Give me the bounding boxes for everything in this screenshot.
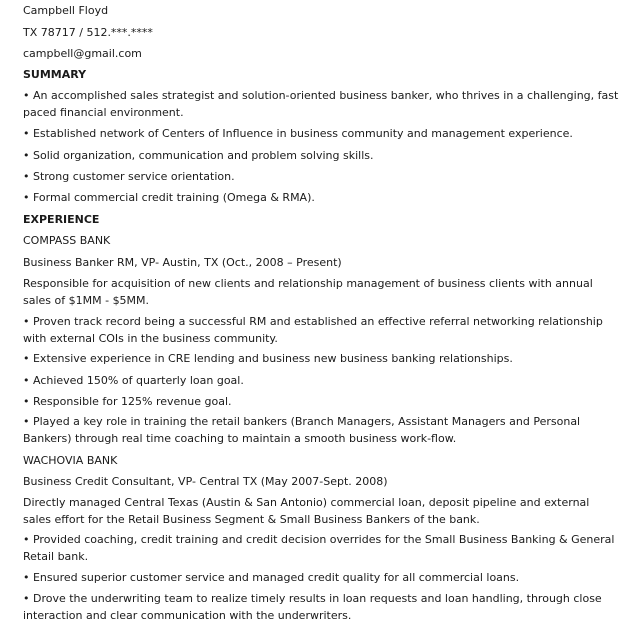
job-detail-line: Directly managed Central Texas (Austin & San Antonio) commercial loan, deposit pipeline and external xyxy=(23,496,590,509)
summary-line: • Established network of Centers of Influence in business community and management experience. xyxy=(23,127,573,140)
job-role: Business Credit Consultant, VP- Central TX (May 2007-Sept. 2008) xyxy=(23,475,388,488)
job-detail-line: interaction and clear communication with the underwriters. xyxy=(23,609,352,622)
summary-heading: SUMMARY xyxy=(23,68,87,81)
job-detail-line: • Drove the underwriting team to realize timely results in loan requests and loan handling, through close xyxy=(23,592,602,605)
candidate-name: Campbell Floyd xyxy=(23,4,109,17)
job-detail-line: sales effort for the Retail Business Segment & Small Business Bankers of the bank. xyxy=(23,513,480,526)
job-role: Business Banker RM, VP- Austin, TX (Oct., 2008 – Present) xyxy=(23,256,342,269)
experience-heading: EXPERIENCE xyxy=(23,213,100,226)
company-name: WACHOVIA BANK xyxy=(23,454,118,467)
job-detail-line: Retail bank. xyxy=(23,550,89,563)
summary-line: • An accomplished sales strategist and solution-oriented business banker, who thrives in a challenging, fast xyxy=(23,89,619,102)
summary-line: • Strong customer service orientation. xyxy=(23,170,235,183)
job-detail-line: • Ensured superior customer service and managed credit quality for all commercial loans. xyxy=(23,571,520,584)
job-detail-line: • Responsible for 125% revenue goal. xyxy=(23,395,232,408)
job-detail-line: Bankers) through real time coaching to maintain a smooth business work-flow. xyxy=(23,432,457,445)
location-phone: TX 78717 / 512.***.**** xyxy=(23,26,153,39)
job-detail-line: sales of $1MM - $5MM. xyxy=(23,294,150,307)
summary-line: paced financial environment. xyxy=(23,106,184,119)
summary-line: • Solid organization, communication and problem solving skills. xyxy=(23,149,374,162)
job-detail-line: Responsible for acquisition of new clients and relationship management of business clients with annual xyxy=(23,277,593,290)
email-address: campbell@gmail.com xyxy=(23,47,142,60)
company-name: COMPASS BANK xyxy=(23,234,111,247)
job-detail-line: • Proven track record being a successful RM and established an effective referral networking relationship xyxy=(23,315,603,328)
job-detail-line: with external COIs in the business community. xyxy=(23,332,278,345)
job-detail-line: • Extensive experience in CRE lending and business new business banking relationships. xyxy=(23,352,513,365)
job-detail-line: • Played a key role in training the retail bankers (Branch Managers, Assistant Managers and Personal xyxy=(23,415,581,428)
job-detail-line: • Provided coaching, credit training and credit decision overrides for the Small Business Banking & General xyxy=(23,533,615,546)
summary-line: • Formal commercial credit training (Omega & RMA). xyxy=(23,191,315,204)
job-detail-line: • Achieved 150% of quarterly loan goal. xyxy=(23,374,244,387)
